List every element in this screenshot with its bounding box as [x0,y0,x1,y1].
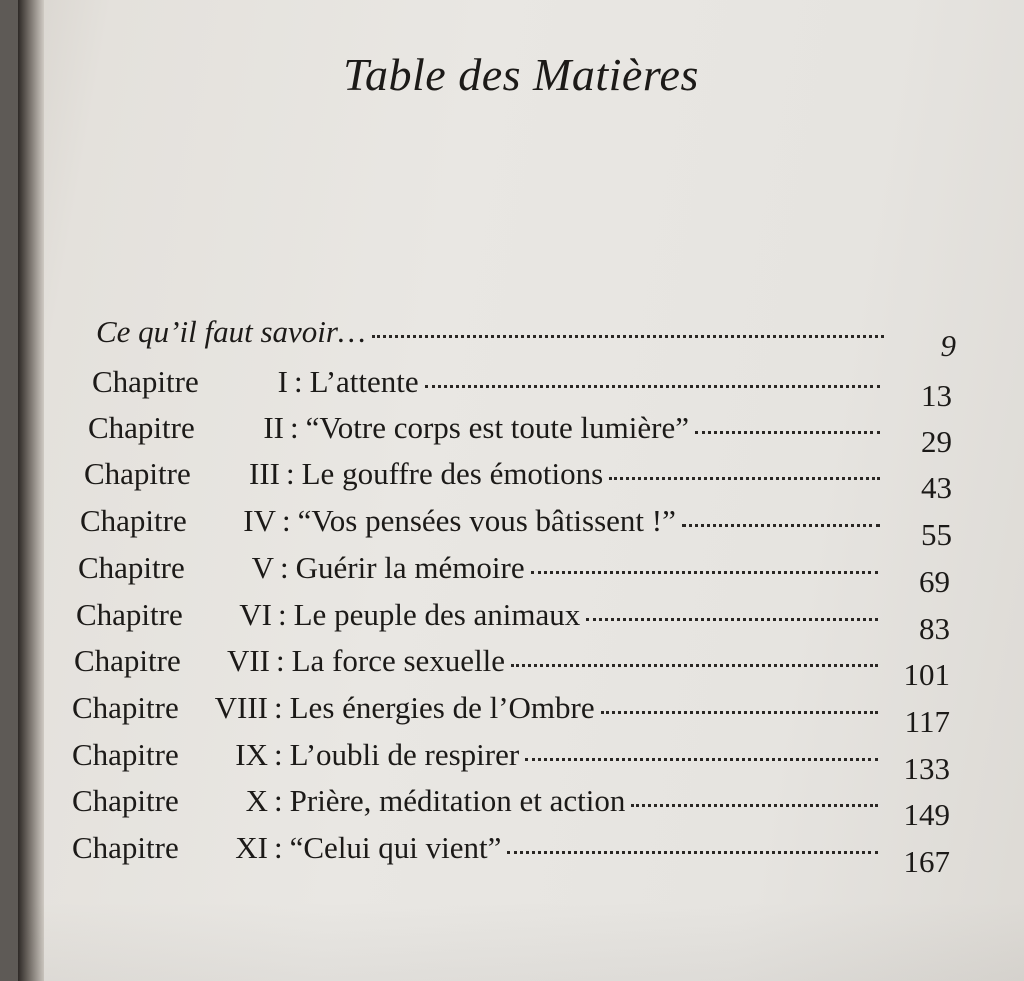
dot-leader [586,618,878,621]
toc-entry-intro [96,314,956,363]
book-page [18,0,1024,981]
chapter-numeral: VII [226,643,270,678]
dot-leader [601,711,878,714]
toc-page-number: 43 [921,470,952,505]
chapter-label: Chapitre [76,597,183,632]
chapter-label: Chapitre [72,830,179,865]
page-shading [18,901,1024,981]
chapter-label: Chapitre [72,737,179,772]
toc-entry-title: “Votre corps est toute lumière” [305,410,689,445]
separator-colon: : [278,597,287,632]
chapter-label: Chapitre [92,364,199,399]
toc-entry-chapter-4 [80,503,952,552]
toc-page-number: 83 [919,611,950,646]
separator-colon: : [274,783,283,818]
separator-colon: : [282,503,291,538]
toc-entry-chapter-2 [88,410,952,459]
toc-entry-chapter-10 [72,783,950,832]
chapter-label: Chapitre [78,550,185,585]
chapter-numeral: I [277,364,288,399]
chapter-numeral: IV [243,503,276,538]
dot-leader [511,664,878,667]
chapter-label: Chapitre [84,456,191,491]
toc-entry-title: L’oubli de respirer [289,737,520,772]
dot-leader [682,524,880,527]
separator-colon: : [290,410,299,445]
dot-leader [531,571,878,574]
table-of-contents [18,0,1024,981]
chapter-label: Chapitre [72,690,179,725]
toc-page-number: 149 [903,797,950,832]
chapter-label: Chapitre [74,643,181,678]
dot-leader [631,804,878,807]
toc-page-number: 69 [919,564,950,599]
dot-leader [425,385,880,388]
toc-page-number: 55 [921,517,952,552]
dot-leader [507,851,878,854]
toc-entry-chapter-1 [92,364,952,413]
toc-entry-title: Ce qu’il faut savoir… [96,314,366,349]
dot-leader [695,431,880,434]
toc-entry-chapter-7 [74,643,950,692]
toc-entry-title: “Celui qui vient” [289,830,502,865]
toc-entry-chapter-11 [72,830,950,879]
chapter-numeral: IX [235,737,268,772]
dot-leader [372,335,884,338]
toc-page-number: 101 [903,657,950,692]
toc-entry-title: La force sexuelle [291,643,506,678]
toc-entry-chapter-8 [72,690,950,739]
toc-page-number: 117 [904,704,950,739]
separator-colon: : [286,456,295,491]
chapter-numeral: VIII [214,690,268,725]
chapter-label: Chapitre [88,410,195,445]
separator-colon: : [274,690,283,725]
toc-page-number: 133 [903,751,950,786]
toc-entry-title: Le gouffre des émotions [301,456,604,491]
toc-entry-chapter-3 [84,456,952,505]
toc-entry-chapter-6 [76,597,950,646]
chapter-label: Chapitre [80,503,187,538]
separator-colon: : [274,830,283,865]
toc-entry-title: L’attente [309,364,419,399]
chapter-numeral: X [245,783,268,818]
toc-entry-chapter-9 [72,737,950,786]
separator-colon: : [276,643,285,678]
separator-colon: : [274,737,283,772]
toc-entry-title: “Vos pensées vous bâtissent !” [297,503,676,538]
toc-page-number: 167 [903,844,950,879]
toc-entry-chapter-5 [78,550,950,599]
toc-entry-title: Le peuple des animaux [293,597,581,632]
separator-colon: : [280,550,289,585]
page-title: Table des Matières [343,49,699,100]
chapter-numeral: XI [235,830,268,865]
chapter-numeral: VI [239,597,272,632]
dot-leader [609,477,880,480]
dot-leader [525,758,878,761]
toc-page-number: 29 [921,424,952,459]
toc-entry-title: Les énergies de l’Ombre [289,690,595,725]
chapter-numeral: III [249,456,280,491]
toc-page-number: 9 [940,328,956,363]
toc-entry-title: Prière, méditation et action [289,783,626,818]
toc-page-number: 13 [921,378,952,413]
chapter-numeral: II [263,410,284,445]
chapter-label: Chapitre [72,783,179,818]
separator-colon: : [294,364,303,399]
toc-entry-title: Guérir la mémoire [295,550,525,585]
chapter-numeral: V [251,550,274,585]
